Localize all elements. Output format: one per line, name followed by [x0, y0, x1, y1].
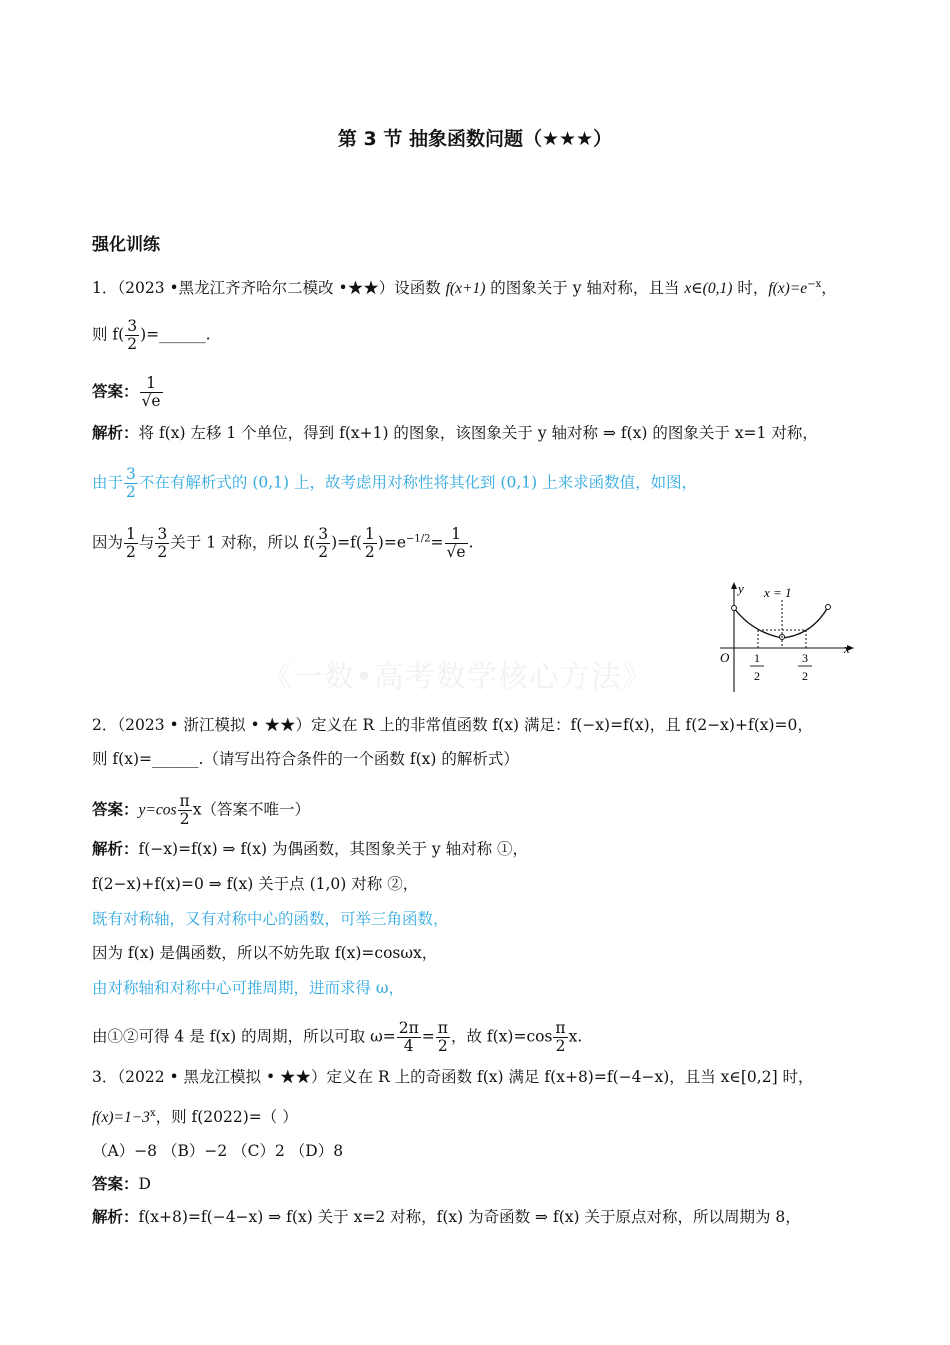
- fraction: $\frac{\pi}{2}$: [555, 1019, 566, 1055]
- text: 因为: [92, 533, 124, 552]
- q2-answer: [92, 793, 890, 828]
- q1-text: 则 f(: [92, 325, 125, 344]
- exponent: −1/2: [406, 533, 431, 545]
- open-point-right: [826, 605, 831, 610]
- text: =: [430, 533, 444, 552]
- solution-label: 解析：: [92, 424, 139, 442]
- q3-stem-line2: [92, 1103, 890, 1129]
- tick1-num: 1: [754, 651, 760, 665]
- fraction: $\frac{1}{2}$: [126, 525, 136, 561]
- q1-answer: [92, 375, 890, 410]
- q3-solution-line1: [92, 1206, 890, 1228]
- solution-label: 解析：: [92, 840, 139, 858]
- watermark: 《一数•高考数学核心方法》: [262, 660, 653, 695]
- y-axis-arrow-icon: [731, 582, 737, 589]
- answer-label: 答案：: [92, 1175, 139, 1193]
- answer-value: D: [138, 1175, 151, 1193]
- text: .: [468, 533, 474, 552]
- q3-answer: [92, 1173, 890, 1195]
- text: =: [421, 1027, 435, 1046]
- fraction: $\frac{3}{2}$: [157, 525, 168, 561]
- tick2-den: 2: [802, 669, 808, 683]
- text: f(−x)=f(x) ⇒ f(x) 为偶函数，其图象关于 y 轴对称 ①，: [138, 840, 529, 858]
- q2-solution-line1: [92, 838, 890, 860]
- q2-solution-line2: f(2−x)+f(x)=0 ⇒ f(x) 关于点 (1,0) 对称 ②，: [92, 875, 419, 893]
- origin-label: O: [720, 650, 730, 665]
- fraction: $\frac{\pi}{2}$: [437, 1019, 448, 1055]
- exponent: x: [149, 1108, 156, 1119]
- q3-options: （A）−8 （B）−2 （C）2 （D）8: [92, 1142, 344, 1160]
- text: 关于 1 对称，所以 f(: [170, 533, 316, 552]
- fraction: $\frac{2\pi}{4}$: [398, 1019, 419, 1055]
- q1-text: 的图象关于 y 轴对称，且当: [485, 279, 685, 298]
- curve: [734, 607, 828, 638]
- text: x.: [568, 1027, 583, 1046]
- q1-text: ，: [821, 279, 837, 298]
- answer-label: 答案：: [92, 800, 139, 819]
- text: 与: [138, 533, 155, 552]
- math: f(x)=1−3: [92, 1109, 150, 1127]
- tick2-num: 3: [802, 651, 808, 665]
- fraction: $\frac{3}{2}$: [127, 317, 138, 353]
- q2-solution-line6: [92, 1020, 890, 1055]
- fraction: $\frac{3}{2}$: [318, 525, 329, 561]
- q2-solution-line4: 因为 f(x) 是偶函数，所以不妨先取 f(x)=cosωx，: [92, 944, 438, 962]
- q2-stem-line2: 则 f(x)=______.（请写出符合条件的一个函数 f(x) 的解析式）: [92, 750, 519, 768]
- q3-stem-line1: 3．（2022 • 黑龙江模拟 • ★★）定义在 R 上的奇函数 f(x) 满足 f(x+8)=f(−4−x)，且当 x∈[0,2] 时，: [92, 1068, 814, 1086]
- answer-label: 答案：: [92, 382, 139, 401]
- q1-math: x∈(0,1): [684, 280, 733, 298]
- text: )=e: [377, 533, 407, 552]
- fraction: $\frac{\pi}{2}$: [179, 792, 190, 828]
- page-title: 第 3 节 抽象函数问题（★★★）: [337, 128, 613, 150]
- x-label: x: [844, 641, 850, 656]
- hint-text: 由于: [92, 473, 124, 492]
- q1-text: )=______.: [140, 325, 211, 344]
- text: ，故 f(x)=cos: [450, 1027, 553, 1046]
- text: ，则 f(2022)=（ ）: [155, 1108, 298, 1127]
- q2-stem-line1: 2．（2023 • 浙江模拟 • ★★）定义在 R 上的非常值函数 f(x) 满足：f(−x)=f(x)，且 f(2−x)+f(x)=0，: [92, 716, 813, 734]
- q1-solution-hint: [92, 466, 890, 501]
- section-heading: 强化训练: [92, 235, 160, 255]
- fraction: $\frac{3}{2}$: [126, 465, 136, 501]
- hint-text: 不在有解析式的 (0,1) 上，故考虑用对称性将其化到 (0,1) 上来求函数值，如图，: [138, 473, 698, 492]
- function-graph: [702, 580, 862, 695]
- tick1-den: 2: [754, 669, 760, 683]
- q1-exponent: −x: [807, 279, 822, 290]
- q1-solution-line1: [92, 422, 890, 444]
- text: )=f(: [331, 533, 362, 552]
- q2-solution-hint1: 既有对称轴，又有对称中心的函数，可举三角函数，: [92, 910, 449, 928]
- solution-label: 解析：: [92, 1208, 139, 1226]
- q1-text: 1．（2023 •黑龙江齐齐哈尔二模改 •★★）设函数: [92, 279, 446, 298]
- q1-solution-line3: [92, 526, 890, 561]
- fraction: $\frac{1}{√e}$: [446, 525, 466, 561]
- q1-math: f(x+1): [445, 280, 486, 298]
- q1-solution-text: 将 f(x) 左移 1 个单位，得到 f(x+1) 的图象，该图象关于 y 轴对称 ⇒ f(x) 的图象关于 x=1 对称，: [138, 424, 818, 442]
- q2-solution-hint2: 由对称轴和对称中心可推周期，进而求得 ω，: [92, 979, 405, 997]
- text: 由①②可得 4 是 f(x) 的周期，所以可取 ω=: [92, 1027, 396, 1046]
- math: y=cos: [138, 801, 177, 819]
- q1-stem-line2: [92, 318, 890, 353]
- q1-stem-line1: [92, 274, 890, 300]
- open-point-left: [732, 606, 737, 611]
- text: f(x+8)=f(−4−x) ⇒ f(x) 关于 x=2 对称，f(x) 为奇函数 ⇒ f(x) 关于原点对称，所以周期为 8，: [138, 1208, 801, 1226]
- text: x（答案不唯一）: [192, 800, 310, 819]
- q1-math: f(x)=e: [768, 280, 808, 298]
- y-label: y: [738, 581, 744, 596]
- fraction: $\frac{1}{√e}$: [141, 374, 161, 410]
- fraction: $\frac{1}{2}$: [364, 525, 375, 561]
- q1-text: 时，: [732, 279, 769, 298]
- symmetry-line-label: x = 1: [764, 585, 792, 600]
